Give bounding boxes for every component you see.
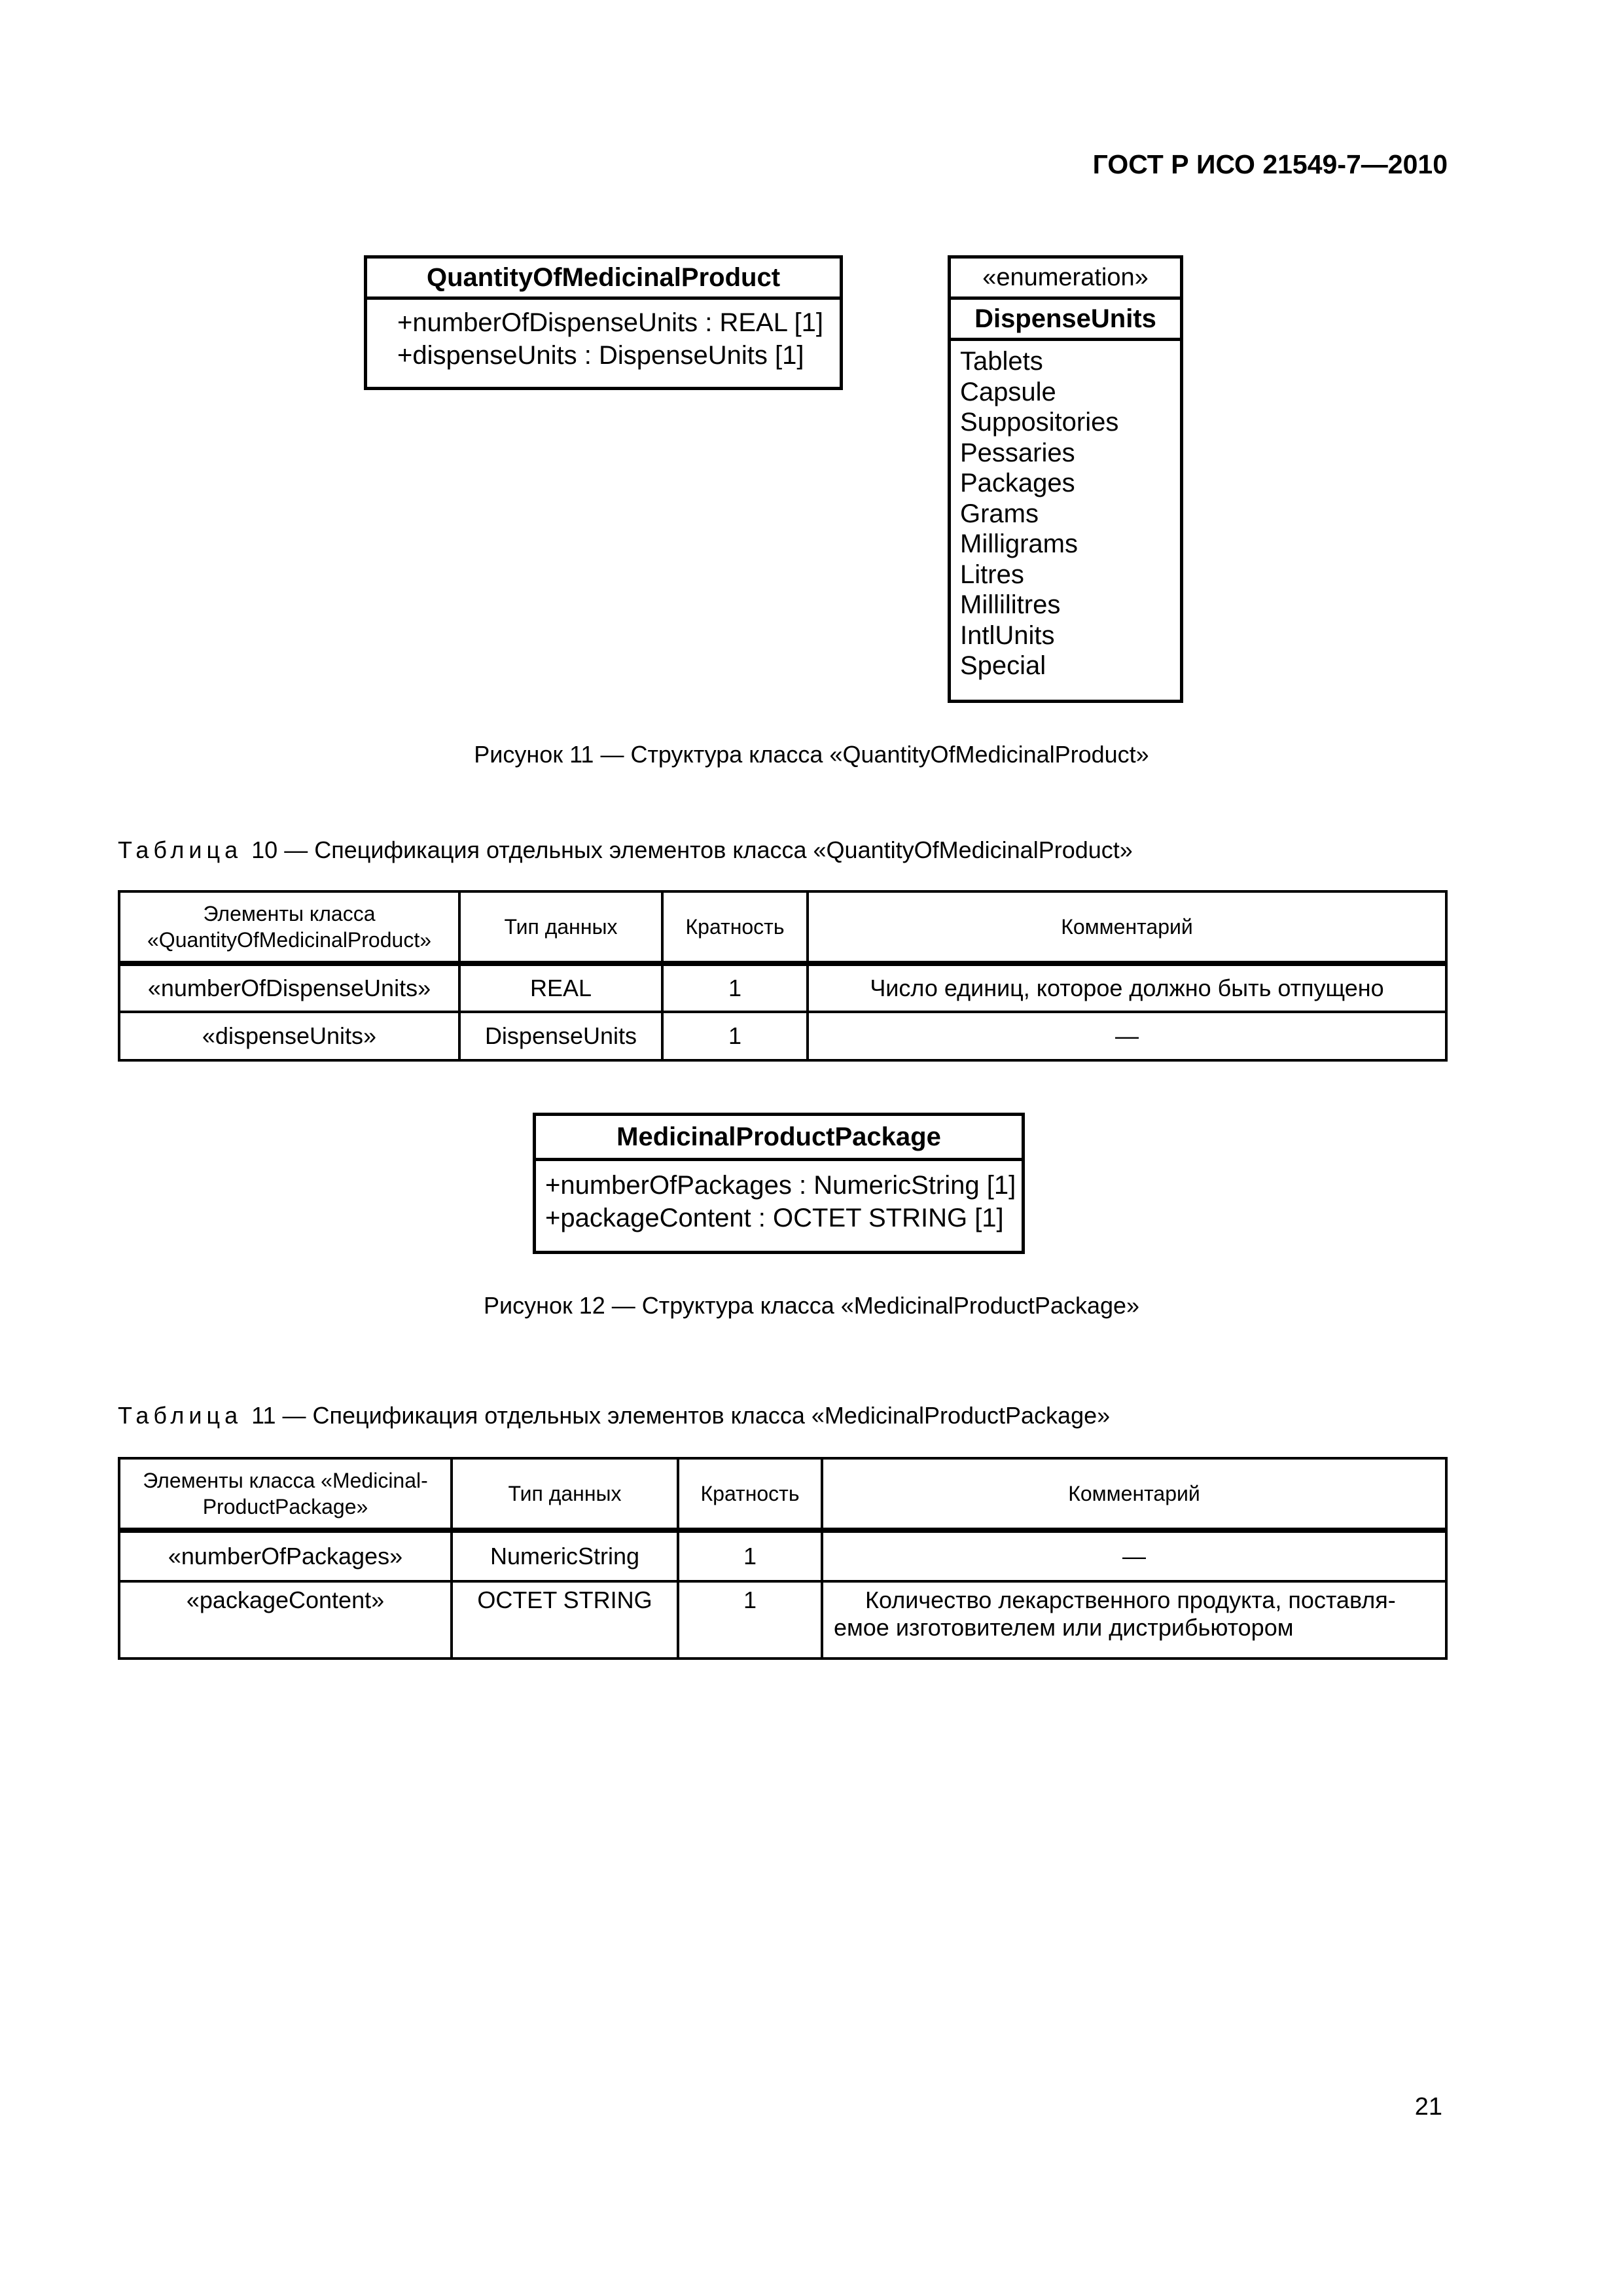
enum-literal: Suppositories xyxy=(960,408,1119,437)
table-header-row xyxy=(119,1458,1446,1530)
enum-literal: Tablets xyxy=(960,347,1043,376)
table-header-row xyxy=(119,891,1446,963)
enum-literal: Pessaries xyxy=(960,438,1075,467)
enum-literal: IntlUnits xyxy=(960,620,1055,650)
table-row xyxy=(119,1012,1446,1060)
table-header-cell: Элементы класса «QuantityOfMedicinalProduct» xyxy=(119,891,459,963)
uml-attribute: +numberOfPackages : NumericString [1] xyxy=(545,1171,1016,1200)
uml-attribute: +numberOfDispenseUnits : REAL [1] xyxy=(397,308,824,337)
table-cell: REAL xyxy=(459,963,662,1012)
uml-class-medicinal-product-package xyxy=(533,1113,1025,1254)
uml-enum-dispense-units xyxy=(948,255,1183,703)
enum-literal: Millilitres xyxy=(960,590,1061,619)
uml-class-attributes xyxy=(536,1161,1022,1234)
table-header-cell: Тип данных xyxy=(459,891,662,963)
spec-table-11 xyxy=(118,1457,1448,1660)
enum-literal: Capsule xyxy=(960,377,1056,406)
document-header: ГОСТ Р ИСО 21549-7—2010 xyxy=(1092,149,1448,179)
table-caption xyxy=(118,1402,1110,1429)
uml-class-quantity xyxy=(364,255,843,390)
table-cell: Число единиц, которое должно быть отпущено xyxy=(808,963,1446,1012)
uml-enum-literals xyxy=(951,341,1180,681)
figure-caption: Рисунок 11 — Структура класса «QuantityOfMedicinalProduct» xyxy=(474,741,1149,768)
table-cell: — xyxy=(808,1012,1446,1060)
spec-table-10 xyxy=(118,890,1448,1062)
table-cell: «numberOfDispenseUnits» xyxy=(119,963,459,1012)
uml-attribute: +dispenseUnits : DispenseUnits [1] xyxy=(397,341,804,370)
table-label: Таблица xyxy=(118,1402,243,1429)
uml-enum-stereotype: «enumeration» xyxy=(951,259,1180,300)
table-header-cell: Комментарий xyxy=(808,891,1446,963)
table-caption-text: 11 — Спецификация отдельных элементов класса «MedicinalProductPackage» xyxy=(251,1402,1111,1429)
table-cell: «numberOfPackages» xyxy=(119,1530,452,1581)
page-number: 21 xyxy=(1414,2093,1442,2121)
enum-literal: Packages xyxy=(960,469,1075,497)
table-header-cell: Кратность xyxy=(662,891,808,963)
table-cell: «dispenseUnits» xyxy=(119,1012,459,1060)
table-cell: OCTET STRING xyxy=(452,1581,678,1659)
enum-literal: Litres xyxy=(960,560,1024,589)
table-row xyxy=(119,1530,1446,1581)
figure-caption: Рисунок 12 — Структура класса «MedicinalProductPackage» xyxy=(483,1292,1140,1319)
table-cell: 1 xyxy=(662,963,808,1012)
uml-class-name: QuantityOfMedicinalProduct xyxy=(367,259,840,300)
table-header-cell: Комментарий xyxy=(822,1458,1446,1530)
table-row xyxy=(119,963,1446,1012)
uml-class-attributes xyxy=(367,300,840,372)
table-label: Таблица xyxy=(118,836,243,863)
table-cell: NumericString xyxy=(452,1530,678,1581)
table-cell: 1 xyxy=(678,1530,822,1581)
table-caption-text: 10 — Спецификация отдельных элементов класса «QuantityOfMedicinalProduct» xyxy=(251,836,1133,863)
uml-attribute: +packageContent : OCTET STRING [1] xyxy=(545,1204,1004,1232)
table-cell: 1 xyxy=(662,1012,808,1060)
table-cell: 1 xyxy=(678,1581,822,1659)
table-cell: Количество лекарственного продукта, поставля-емое изготовителем или дистрибьютором xyxy=(822,1581,1446,1659)
enum-literal: Special xyxy=(960,651,1046,680)
table-row xyxy=(119,1581,1446,1659)
uml-enum-name: DispenseUnits xyxy=(951,300,1180,341)
enum-literal: Grams xyxy=(960,499,1039,528)
uml-class-name: MedicinalProductPackage xyxy=(536,1116,1022,1161)
enum-literal: Milligrams xyxy=(960,529,1078,558)
table-header-cell: Кратность xyxy=(678,1458,822,1530)
table-cell: — xyxy=(822,1530,1446,1581)
table-header-cell: Элементы класса «Medicinal-ProductPackage» xyxy=(119,1458,452,1530)
table-header-cell: Тип данных xyxy=(452,1458,678,1530)
table-caption xyxy=(118,836,1133,864)
table-cell: «packageContent» xyxy=(119,1581,452,1659)
table-cell: DispenseUnits xyxy=(459,1012,662,1060)
